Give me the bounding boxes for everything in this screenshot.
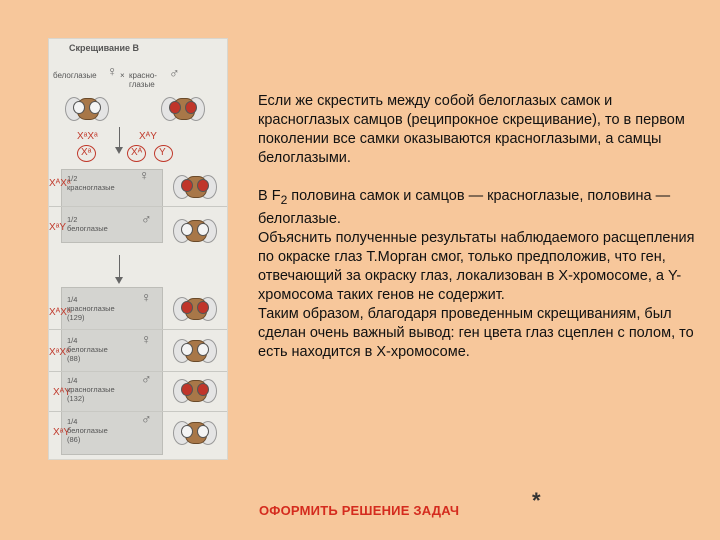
divider [49,371,227,372]
asterisk-icon: * [532,488,541,513]
male-symbol-icon: ♂ [141,211,152,227]
paragraph-conclusion: Таким образом, благодаря проведенным скрещиваниям, был сделан очень важный вывод: ген цвета глаз сцеплен с полом, то есть находится в Х-хромосоме. [258,305,694,360]
f2-count: (86) [67,435,81,444]
f1-phenotype: белоглазые [67,224,108,233]
f2-fraction: 1/4 [67,417,78,426]
fly-white-eyed-icon [173,215,217,245]
fly-red-eyed-icon [173,171,217,201]
f2-phenotype: белоглазые [67,426,108,435]
f2-fraction: 1/4 [67,295,78,304]
parent-female-label: белоглазые [53,71,97,80]
paragraph-morgan: Объяснить полученные результаты наблюдаемого расщепления по окраске глаз Т.Морган смог, только предположив, что ген, отвечающий за окраску глаз, локализован в Х-хромосоме, а Y-хромосома таких генов не содержит. [258,229,695,303]
divider [49,329,227,330]
f1-genotype: XᴬXᵃ [49,178,71,189]
fly-red-eyed-icon [173,375,217,405]
fly-red-eyed-icon [161,93,205,123]
paragraph-reciprocal-cross: Если же скрестить между собой белоглазых самок и красноглазых самцов (реципрокное скрещивание), то в первом поколении все самки оказываются красноглазыми, а самцы белоглазыми. [258,93,685,166]
f1-fraction: 1/2 [67,174,78,183]
female-symbol-icon: ♀ [107,63,118,79]
f2-genotype: XᵃY [53,427,71,438]
parent-female-genotype: XᵃXᵃ [77,131,98,142]
f1-phenotype: красноглазые [67,183,115,192]
gamete-ring [154,145,173,162]
gamete-ring [127,145,146,162]
female-symbol-icon: ♀ [141,331,152,347]
male-symbol-icon: ♂ [169,65,180,81]
paragraph-f2 [258,187,698,229]
female-symbol-icon: ♀ [141,289,152,305]
f2-count: (88) [67,354,81,363]
male-symbol-icon: ♂ [141,411,152,427]
parent-male-genotype: XᴬY [139,131,157,142]
f2-rest: половина самок и самцов — красноглазые, половина — белоглазые. [258,188,671,227]
divider [49,206,227,207]
f2-subscript: 2 [280,192,288,207]
f1-genotype: XᵃY [49,222,67,233]
male-symbol-icon: ♂ [141,371,152,387]
f2-genotype: XᴬY [53,387,71,398]
f2-count: (132) [67,394,85,403]
fly-white-eyed-icon [173,335,217,365]
gamete-ring [77,145,96,162]
solve-task-link[interactable]: ОФОРМИТЬ РЕШЕНИЕ ЗАДАЧ [259,503,460,518]
f2-genotype: XᵃXᵃ [49,347,70,358]
explanation-text [258,92,698,362]
fly-white-eyed-icon [173,417,217,447]
cross-diagram [48,38,228,460]
f2-fraction: 1/4 [67,376,78,385]
diagram-title: Скрещивание В [69,43,140,53]
divider [49,411,227,412]
gamete-male-y: Y [159,147,166,158]
gamete-male-x: Xᴬ [131,147,143,158]
cross-sign: × [120,71,125,80]
arrow-down-icon [119,255,120,279]
f2-phenotype: белоглазые [67,345,108,354]
f1-fraction: 1/2 [67,215,78,224]
f2-fraction: 1/4 [67,336,78,345]
female-symbol-icon: ♀ [139,167,150,183]
f2-phenotype: красноглазые [67,385,115,394]
f2-count: (129) [67,313,85,322]
fly-red-eyed-icon [173,293,217,323]
arrow-down-icon [119,127,120,149]
fly-white-eyed-icon [65,93,109,123]
f2-phenotype: красноглазые [67,304,115,313]
f2-prefix: В F [258,188,281,204]
parent-male-label: красно- глазые [129,71,157,89]
gamete-female: Xᵃ [81,147,92,158]
f2-genotype: XᴬXᵃ [49,307,71,318]
